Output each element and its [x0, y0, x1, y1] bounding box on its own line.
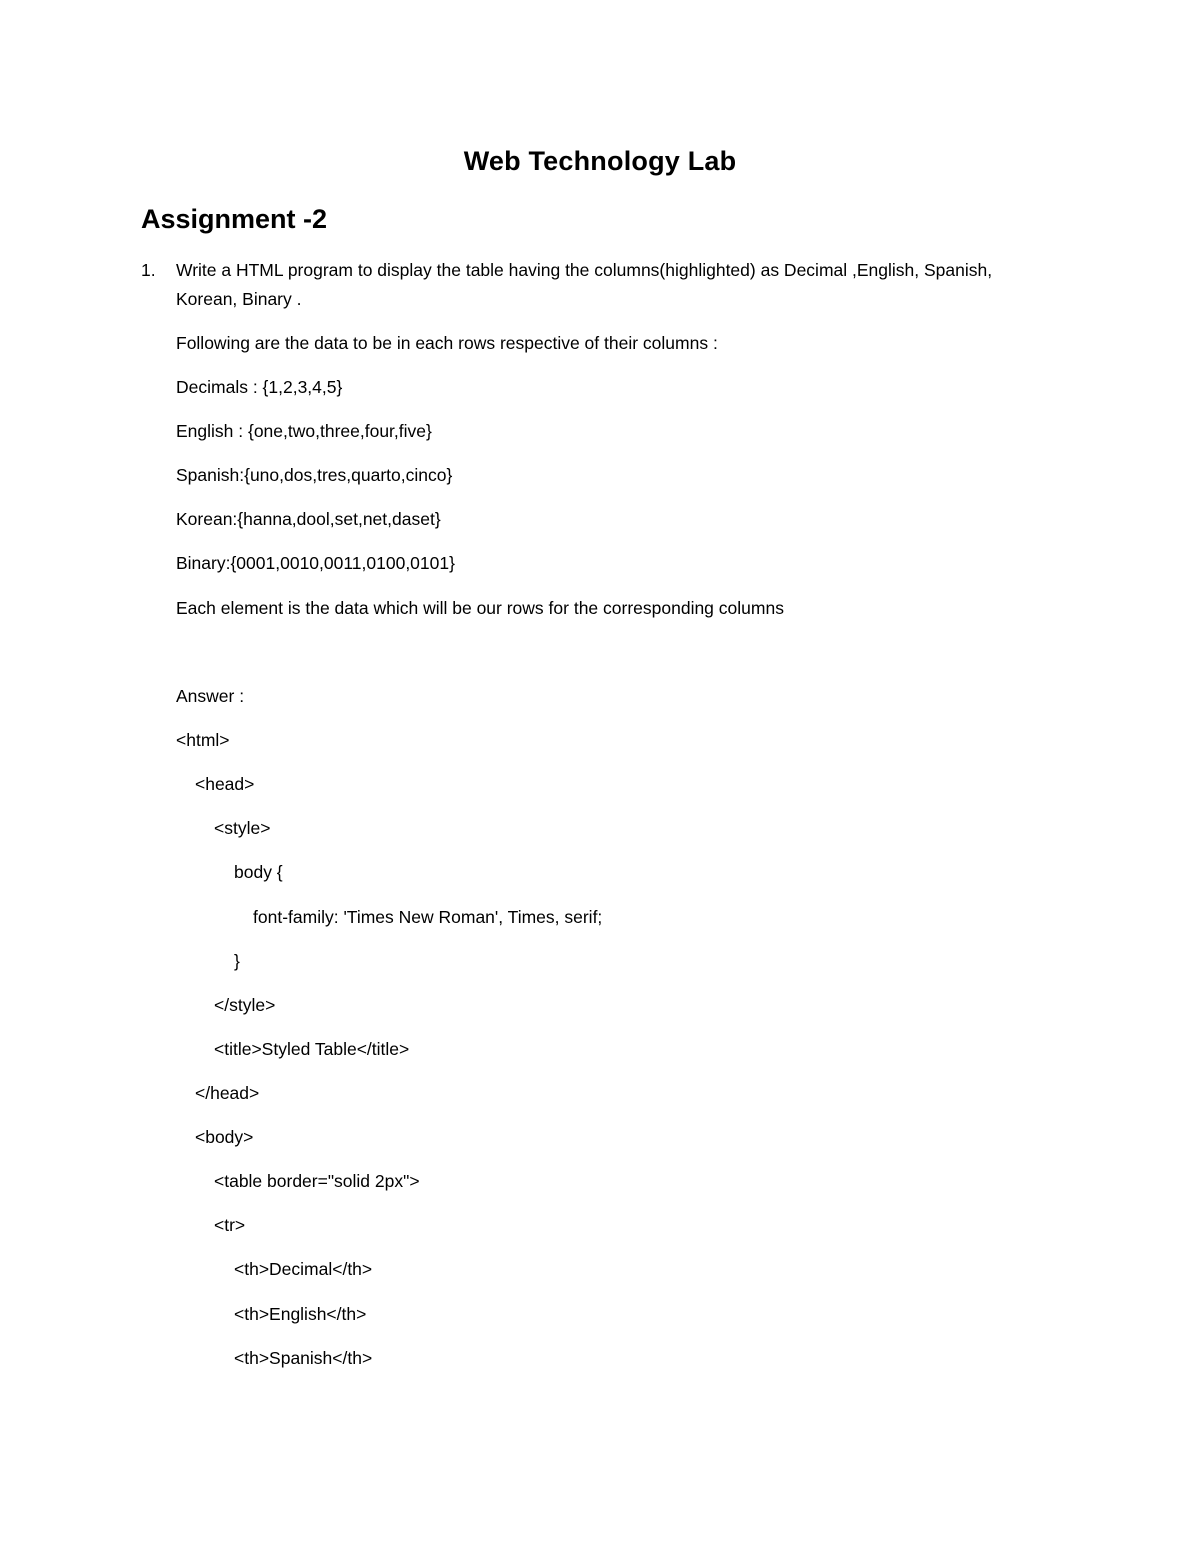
code-line: <style> — [214, 818, 271, 838]
answer-label: Answer : — [176, 686, 245, 706]
code-line: <html> — [176, 730, 230, 750]
code-line: font-family: 'Times New Roman', Times, serif; — [253, 907, 603, 927]
code-line: <th>Decimal</th> — [234, 1259, 373, 1279]
code-line: <title>Styled Table</title> — [214, 1039, 410, 1059]
question-number: 1. — [141, 260, 156, 280]
code-line: <table border="solid 2px"> — [214, 1171, 420, 1191]
question-text: Write a HTML program to display the table having the columns(highlighted) as Decimal ,English, Spanish, Korean, Binary . — [176, 260, 993, 309]
code-line: } — [234, 951, 240, 971]
code-line: <th>English</th> — [234, 1304, 367, 1324]
question-note: Each element is the data which will be our rows for the corresponding columns — [176, 598, 784, 618]
page-title: Web Technology Lab — [463, 146, 737, 176]
code-line: <body> — [195, 1127, 254, 1147]
data-line-decimals: Decimals : {1,2,3,4,5} — [176, 377, 343, 397]
question-intro: Following are the data to be in each rows respective of their columns : — [176, 333, 718, 353]
assignment-heading: Assignment -2 — [141, 204, 328, 234]
code-line: </style> — [214, 995, 276, 1015]
code-line: </head> — [195, 1083, 260, 1103]
code-line: <th>Spanish</th> — [234, 1348, 373, 1368]
code-line: <tr> — [214, 1215, 246, 1235]
data-line-korean: Korean:{hanna,dool,set,net,daset} — [176, 509, 441, 529]
data-line-spanish: Spanish:{uno,dos,tres,quarto,cinco} — [176, 465, 453, 485]
data-line-binary: Binary:{0001,0010,0011,0100,0101} — [176, 553, 455, 573]
data-line-english: English : {one,two,three,four,five} — [176, 421, 432, 441]
code-line: <head> — [195, 774, 255, 794]
code-line: body { — [234, 862, 283, 882]
